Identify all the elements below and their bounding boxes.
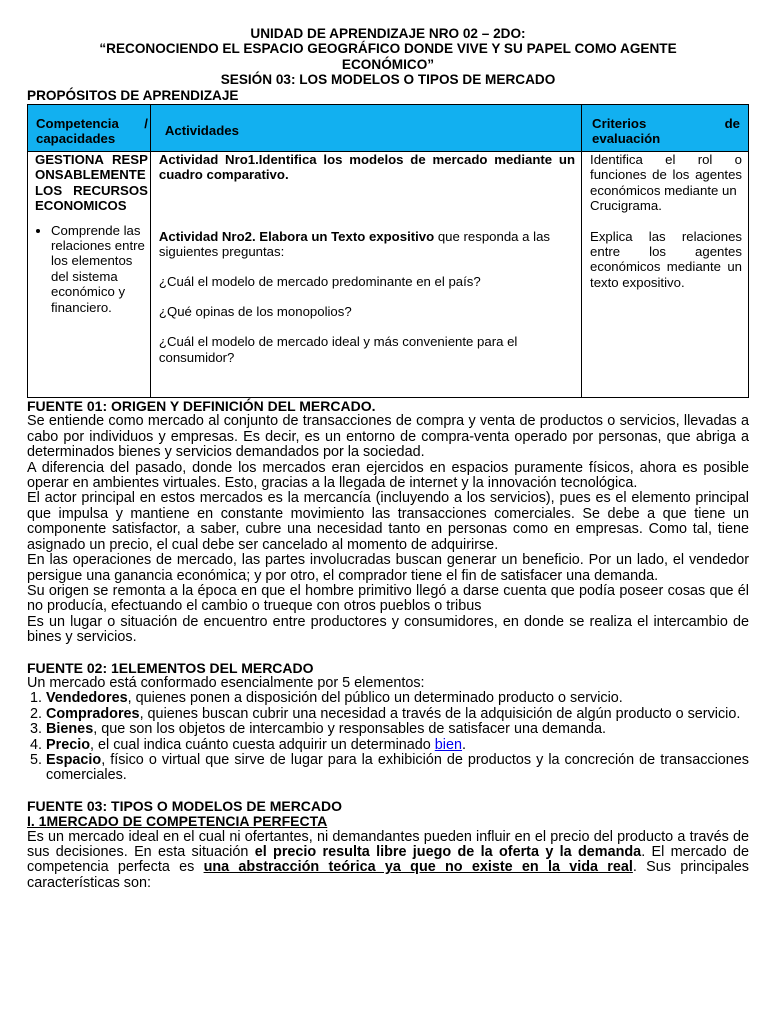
paragraph: En las operaciones de mercado, las partes involucradas buscan generar un beneficio. Por un lado, el vendedor persigue una ganancia económica; y por otro, el comprador tiene el fin de satisfacer una demanda.	[27, 552, 749, 584]
elements-list	[27, 691, 749, 783]
fuente-1-body	[27, 414, 749, 645]
session-title: SESIÓN 03: LOS MODELOS O TIPOS DE MERCADO	[220, 72, 556, 88]
header-actividades: Actividades	[150, 105, 581, 152]
table-row	[28, 152, 749, 398]
criterios-cell	[582, 152, 749, 398]
fuente-1-title: FUENTE 01: ORIGEN Y DEFINICIÓN DEL MERCADO.	[27, 398, 376, 415]
criterion-1: Identifica el rol o funciones de los agentes económicos mediante un Crucigrama.	[590, 152, 742, 214]
paragraph: El actor principal en estos mercados es la mercancía (incluyendo a los servicios), pues es el elemento principal que impulsa y mantiene en constante movimiento las transacciones comerciales. Se debe a que tiene un componente satisfactor, a saber, cubre una necesidad tanto en personas como en empresas. Como tal, tiene asignado un precio, el cual debe ser cancelado al momento de adquirirse.	[27, 490, 749, 553]
paragraph: Un mercado está conformado esencialmente por 5 elementos:	[27, 674, 425, 691]
table-header-row	[28, 105, 749, 152]
unit-title: UNIDAD DE APRENDIZAJE NRO 02 – 2DO:	[250, 26, 526, 41]
fuente-3-body	[27, 830, 749, 892]
competencia-text: GESTIONA RESPONSABLEMENTE LOS RECURSOS ECONOMICOS	[35, 152, 148, 214]
purposes-heading: PROPÓSITOS DE APRENDIZAJE	[27, 87, 239, 103]
question-1: ¿Cuál el modelo de mercado predominante en el país?	[158, 273, 481, 289]
list-item: 2. Compradores, quienes buscan cubrir una necesidad a través de la adquisición de algún producto o servicio.	[46, 707, 749, 722]
paragraph: Es un mercado ideal en el cual ni ofertantes, ni demandantes pueden influir en el precio del producto a través de sus decisiones. En esta situación el precio resulta libre juego de la oferta y la demanda. El mercado de competencia perfecta es una abstracción teórica ya que no existe en la vida real. Sus principales características son:	[27, 828, 749, 891]
capacidad-item: • Comprende las relaciones entre los elementos del sistema económico y financiero.	[51, 223, 148, 315]
criterion-2: Explica las relaciones entre los agentes económicos mediante un texto expositivo.	[590, 228, 742, 290]
fuente-3-subtitle: I. 1MERCADO DE COMPETENCIA PERFECTA	[27, 813, 328, 830]
fuente-3-title: FUENTE 03: TIPOS O MODELOS DE MERCADO	[27, 797, 343, 814]
paragraph: Se entiende como mercado al conjunto de transacciones de compra y venta de productos o servicios, llevadas a cabo por individuos y empresas. Es decir, es un entorno de compra-venta operado por personas, que abriga a determinados bienes y servicios demandados por la sociedad.	[27, 413, 749, 461]
question-2: ¿Qué opinas de los monopolios?	[158, 304, 352, 320]
list-item: 3. Bienes, que son los objetos de intercambio y responsables de satisfacer una demanda.	[46, 722, 749, 737]
purposes-table	[27, 104, 749, 398]
paragraph: Su origen se remonta a la época en que el hombre primitivo llegó a darse cuenta que podía poseer cosas que él no producía, efectuando el cambio o trueque con otros pueblos o tribus	[27, 582, 749, 615]
question-3: ¿Cuál el modelo de mercado ideal y más conveniente para el consumidor?	[158, 334, 518, 365]
unit-subtitle: “RECONOCIENDO EL ESPACIO GEOGRÁFICO DONDE VIVE Y SU PAPEL COMO AGENTE	[99, 41, 677, 57]
fuente-2-body	[27, 676, 749, 784]
bien-link[interactable]: bien	[434, 736, 463, 753]
competencia-cell	[28, 152, 151, 398]
actividades-cell	[150, 152, 581, 398]
document-page	[27, 26, 749, 891]
fuente-2-title: FUENTE 02: 1ELEMENTOS DEL MERCADO	[27, 659, 314, 676]
activity-1: Actividad Nro1.Identifica los modelos de mercado mediante un cuadro comparativo.	[158, 152, 576, 183]
list-item: 1. Vendedores, quienes ponen a disposición del público un determinado producto o servicio.	[46, 691, 749, 706]
list-item: 4. Precio, el cual indica cuánto cuesta adquirir un determinado bien.	[46, 738, 749, 753]
activity-2: Actividad Nro2. Elabora un Texto expositivo que responda a las siguientes preguntas:	[158, 228, 551, 260]
paragraph: A diferencia del pasado, donde los mercados eran ejercidos en espacios puramente físicos, ahora es posible operar en ambientes virtuales. Esto, gracias a la llegada de internet y la innovación tecnológica.	[27, 459, 749, 492]
list-item: 5. Espacio, físico o virtual que sirve de lugar para la exhibición de productos y la concreción de transacciones comerciales.	[46, 753, 749, 784]
header-competencia: Competencia / capacidades	[28, 105, 151, 152]
paragraph: Es un lugar o situación de encuentro entre productores y consumidores, en donde se realiza el intercambio de bines y servicios.	[27, 613, 749, 646]
unit-subtitle-cont: ECONÓMICO”	[341, 56, 435, 72]
header-criterios: Criterios de evaluación	[582, 105, 749, 152]
